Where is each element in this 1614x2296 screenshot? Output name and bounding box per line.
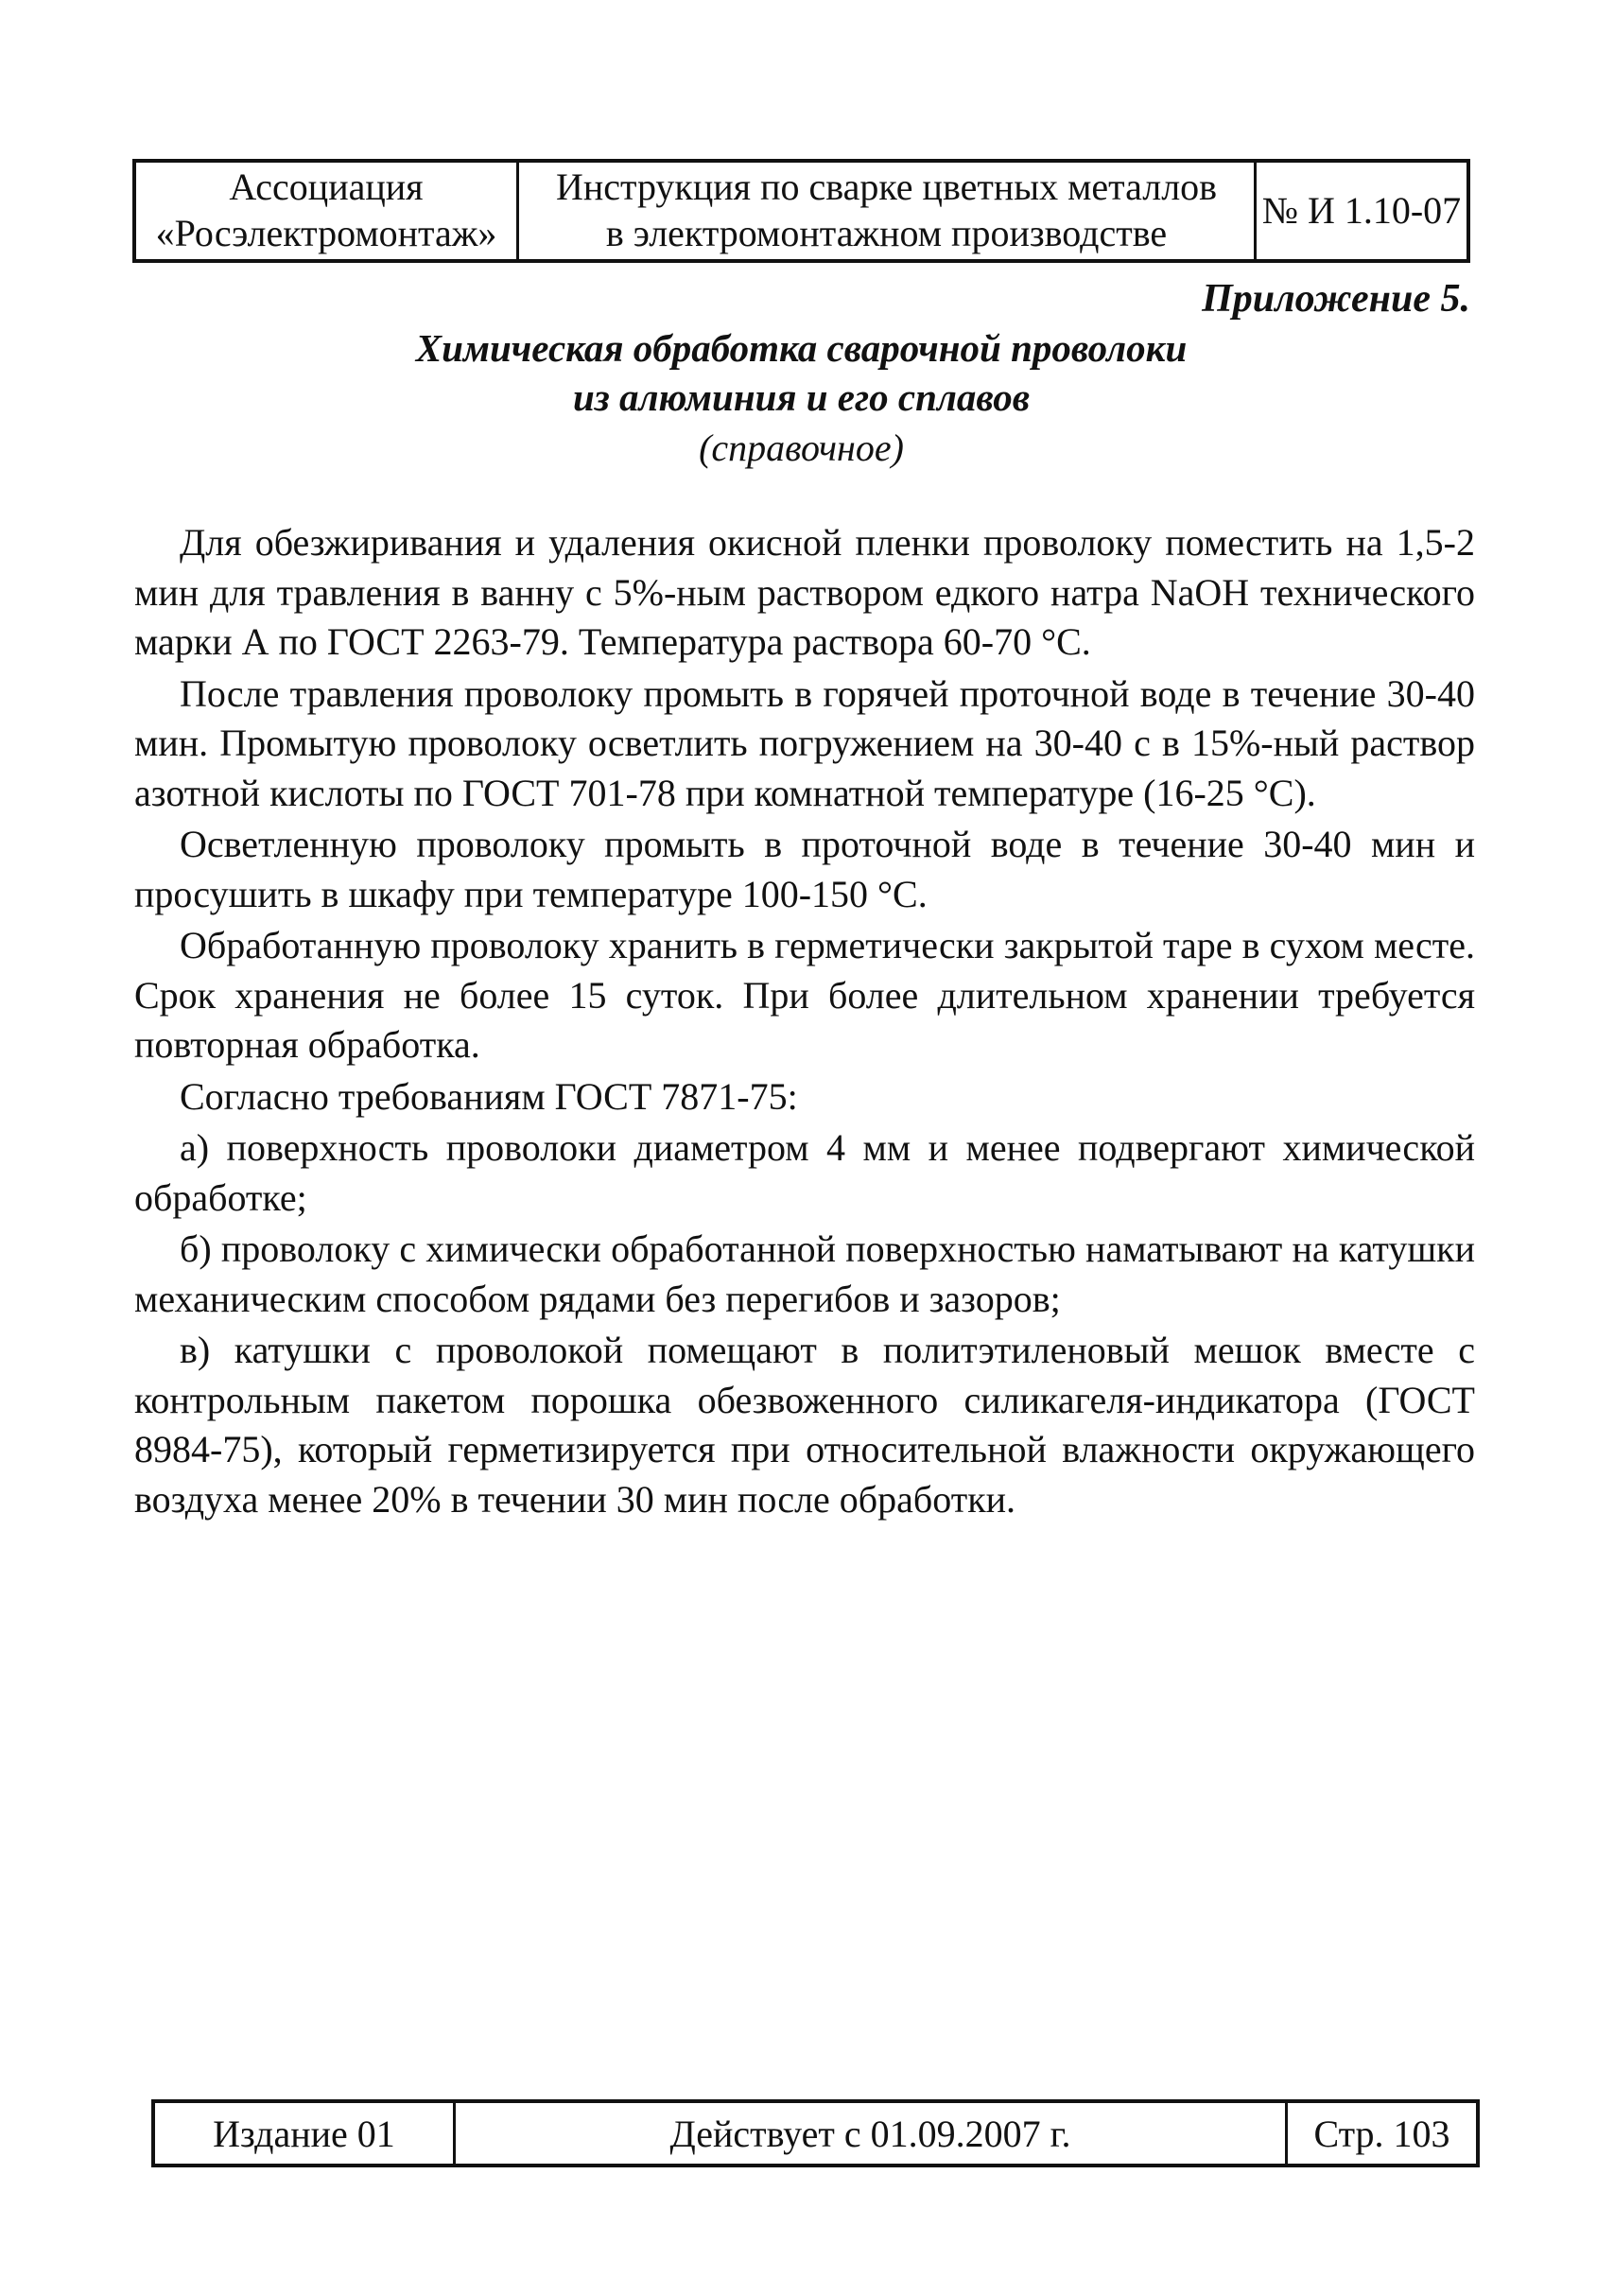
organization-cell xyxy=(136,163,519,259)
body-text xyxy=(134,518,1475,1526)
document-title-line-1: Инструкция по сварке цветных металлов xyxy=(555,165,1218,209)
paragraph: Обработанную проволоку хранить в герметически закрытой таре в сухом месте. Срок хранения не более 15 суток. При более длительном хранении требуется повторная обработка. xyxy=(134,924,1475,1066)
document-number: № И 1.10-07 xyxy=(1261,188,1462,232)
paragraph: Согласно требованиям ГОСТ 7871-75: xyxy=(180,1074,798,1118)
section-title xyxy=(132,323,1470,422)
section-title-line-1: Химическая обработка сварочной проволоки xyxy=(415,326,1188,370)
list-item: в) катушки с проволокой помещают в политэтиленовый мешок вместе с контрольным пакетом порошка обезвоженного силикагеля-индикатора (ГОСТ 8984-75), который герметизируется при относительной влажности окружающего воздуха менее 20% в течении 30 мин после обработки. xyxy=(134,1329,1475,1521)
section-subtitle: (справочное) xyxy=(699,426,904,469)
paragraph: Для обезжиривания и удаления окисной пленки проволоку поместить на 1,5-2 мин для травления в ванну с 5%-ным раствором едкого натра NaOH технического марки А по ГОСТ 2263-79. Температура раствора 60-70 °С. xyxy=(134,521,1475,663)
organization-line-2: «Росэлектромонтаж» xyxy=(155,212,497,254)
section-title-line-2: из алюминия и его сплавов xyxy=(572,375,1031,419)
document-header xyxy=(132,159,1470,263)
document-footer xyxy=(151,2099,1480,2167)
edition-cell: Издание 01 xyxy=(155,2103,456,2164)
paragraph: После травления проволоку промыть в горячей проточной воде в течение 30-40 мин. Промытую проволоку осветлить погружением на 30-40 с в 15%-ный раствор азотной кислоты по ГОСТ 701-78 при комнатной температуре (16-25 °С). xyxy=(134,671,1475,814)
document-number-cell xyxy=(1257,163,1466,259)
list-item: а) поверхность проволоки диаметром 4 мм и менее подвергают химической обработке; xyxy=(134,1126,1475,1219)
appendix-label: Приложение 5. xyxy=(1202,277,1470,321)
organization-line-1: Ассоциация xyxy=(229,165,424,209)
page-number-cell: Стр. 103 xyxy=(1313,2112,1450,2155)
document-title-cell xyxy=(519,163,1257,259)
document-title-line-2: в электромонтажном производстве xyxy=(605,212,1168,254)
valid-from-cell: Действует с 01.09.2007 г. xyxy=(456,2103,1288,2164)
paragraph: Осветленную проволоку промыть в проточной воде в течение 30-40 мин и просушить в шкафу при температуре 100-150 °С. xyxy=(134,823,1475,915)
list-item: б) проволоку с химически обработанной поверхностью наматывают на катушки механическим способом рядами без перегибов и зазоров; xyxy=(134,1227,1475,1320)
